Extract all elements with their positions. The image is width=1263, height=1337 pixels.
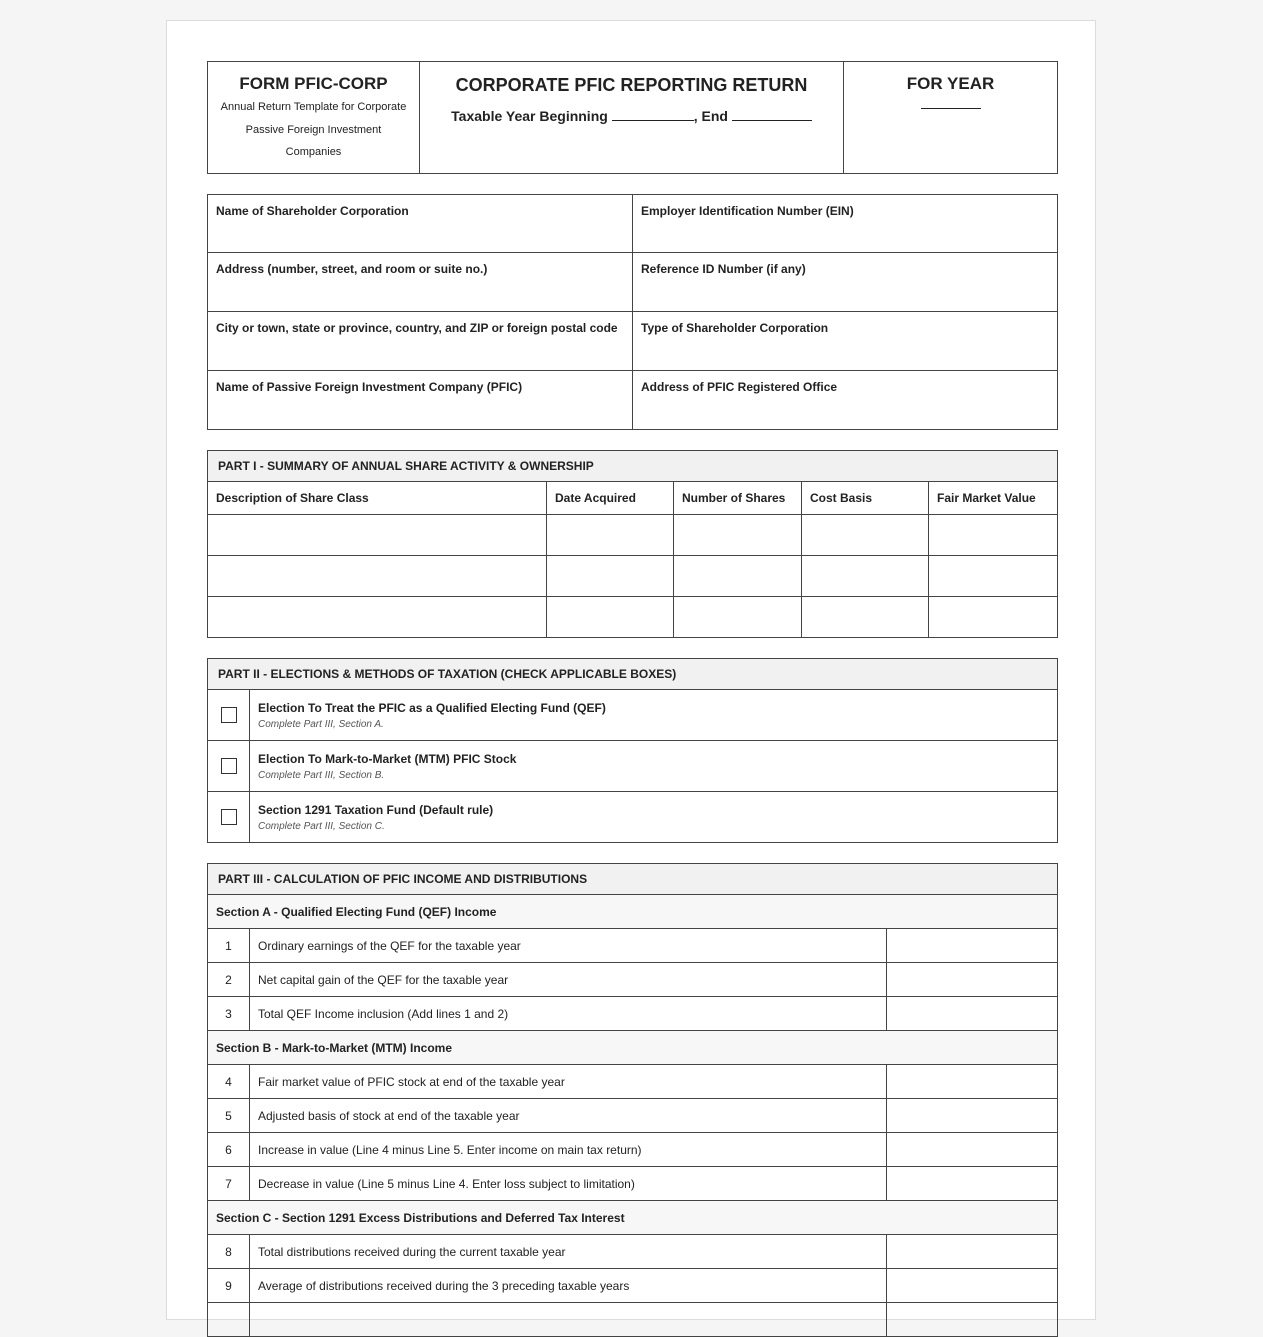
line-description: Net capital gain of the QEF for the taxable year	[250, 963, 887, 997]
line-number: 6	[208, 1133, 250, 1167]
fair-market-value-cell[interactable]	[929, 556, 1058, 597]
date-acquired-cell[interactable]	[547, 556, 674, 597]
col-number-of-shares: Number of Shares	[674, 482, 802, 515]
form-id-cell	[208, 62, 420, 174]
line-amount-field[interactable]	[887, 1167, 1058, 1201]
page-title: CORPORATE PFIC REPORTING RETURN	[455, 75, 808, 95]
taxable-year-begin-field[interactable]	[612, 119, 694, 121]
city-field[interactable]	[208, 312, 633, 371]
table-row	[208, 1167, 1058, 1201]
checkbox-cell	[208, 690, 250, 741]
form-content	[207, 61, 1057, 1337]
shareholder-name-label: Name of Shareholder Corporation	[216, 204, 409, 218]
line-amount-field[interactable]	[887, 1099, 1058, 1133]
reference-id-label: Reference ID Number (if any)	[641, 262, 806, 276]
line-number: 1	[208, 929, 250, 963]
number-of-shares-cell[interactable]	[674, 515, 802, 556]
table-row	[208, 1065, 1058, 1099]
part-3-table	[207, 863, 1058, 1337]
date-acquired-cell[interactable]	[547, 515, 674, 556]
table-row	[208, 515, 1058, 556]
line-number: 9	[208, 1269, 250, 1303]
pfic-name-field[interactable]	[208, 371, 633, 430]
form-id: FORM PFIC-CORP	[239, 74, 388, 93]
col-fair-market-value: Fair Market Value	[929, 482, 1058, 515]
form-page	[166, 20, 1096, 1320]
cost-basis-cell[interactable]	[802, 556, 929, 597]
share-class-cell[interactable]	[208, 556, 547, 597]
election-title: Section 1291 Taxation Fund (Default rule)	[258, 802, 494, 817]
election-text	[250, 792, 1058, 843]
shareholder-type-label: Type of Shareholder Corporation	[641, 321, 829, 335]
election-row-qef	[208, 690, 1058, 741]
line-amount-field[interactable]	[887, 963, 1058, 997]
line-number: 5	[208, 1099, 250, 1133]
line-description	[250, 1303, 887, 1337]
election-note: Complete Part III, Section C.	[258, 820, 385, 832]
line-number: 3	[208, 997, 250, 1031]
line-description: Average of distributions received during the 3 preceding taxable years	[250, 1269, 887, 1303]
section-a-heading: Section A - Qualified Electing Fund (QEF) Income	[208, 895, 1058, 929]
table-row	[208, 963, 1058, 997]
share-class-cell[interactable]	[208, 597, 547, 638]
part-3-title: PART III - CALCULATION OF PFIC INCOME AND DISTRIBUTIONS	[208, 864, 1058, 895]
pfic-address-label: Address of PFIC Registered Office	[641, 380, 838, 394]
col-share-class: Description of Share Class	[208, 482, 547, 515]
line-description: Fair market value of PFIC stock at end of the taxable year	[250, 1065, 887, 1099]
election-text	[250, 690, 1058, 741]
cost-basis-cell[interactable]	[802, 597, 929, 638]
table-row	[208, 997, 1058, 1031]
col-date-acquired: Date Acquired	[547, 482, 674, 515]
pfic-name-label: Name of Passive Foreign Investment Company (PFIC)	[216, 380, 523, 394]
table-row	[208, 1269, 1058, 1303]
line-number: 2	[208, 963, 250, 997]
table-row	[208, 1133, 1058, 1167]
line-amount-field[interactable]	[887, 1235, 1058, 1269]
election-row-1291	[208, 792, 1058, 843]
line-amount-field[interactable]	[887, 1269, 1058, 1303]
ein-field[interactable]	[633, 195, 1058, 253]
fair-market-value-cell[interactable]	[929, 597, 1058, 638]
line-number	[208, 1303, 250, 1337]
form-subtitle: Annual Return Template for Corporate Passive Foreign Investment Companies	[220, 101, 407, 158]
number-of-shares-cell[interactable]	[674, 597, 802, 638]
fair-market-value-cell[interactable]	[929, 515, 1058, 556]
table-row	[208, 1099, 1058, 1133]
mtm-election-checkbox[interactable]	[221, 758, 237, 774]
pfic-address-field[interactable]	[633, 371, 1058, 430]
part-2-title: PART II - ELECTIONS & METHODS OF TAXATION (CHECK APPLICABLE BOXES)	[208, 659, 1058, 690]
taxable-year-begin-label: Taxable Year Beginning	[451, 108, 608, 124]
title-cell	[420, 62, 844, 174]
line-number: 8	[208, 1235, 250, 1269]
ein-label: Employer Identification Number (EIN)	[641, 204, 854, 218]
election-note: Complete Part III, Section B.	[258, 769, 385, 781]
qef-election-checkbox[interactable]	[221, 707, 237, 723]
line-description: Ordinary earnings of the QEF for the taxable year	[250, 929, 887, 963]
taxable-year-line	[421, 108, 842, 124]
shareholder-info-grid	[207, 194, 1058, 430]
taxable-year-end-field[interactable]	[732, 119, 812, 121]
line-description: Adjusted basis of stock at end of the taxable year	[250, 1099, 887, 1133]
checkbox-cell	[208, 741, 250, 792]
part-2-table	[207, 658, 1058, 843]
section-b-heading: Section B - Mark-to-Market (MTM) Income	[208, 1031, 1058, 1065]
taxable-year-end-label: , End	[693, 108, 728, 124]
line-description: Decrease in value (Line 5 minus Line 4. Enter loss subject to limitation)	[250, 1167, 887, 1201]
line-number: 7	[208, 1167, 250, 1201]
table-row	[208, 597, 1058, 638]
election-row-mtm	[208, 741, 1058, 792]
election-title: Election To Treat the PFIC as a Qualified Electing Fund (QEF)	[258, 700, 606, 715]
line-description: Total QEF Income inclusion (Add lines 1 and 2)	[250, 997, 887, 1031]
line-amount-field[interactable]	[887, 1133, 1058, 1167]
part-1-title: PART I - SUMMARY OF ANNUAL SHARE ACTIVITY & OWNERSHIP	[208, 451, 1058, 482]
share-class-cell[interactable]	[208, 515, 547, 556]
line-amount-field[interactable]	[887, 1303, 1058, 1337]
election-text	[250, 741, 1058, 792]
line-amount-field[interactable]	[887, 1065, 1058, 1099]
table-row	[208, 556, 1058, 597]
for-year-cell	[844, 62, 1058, 174]
table-row	[208, 1235, 1058, 1269]
address-field[interactable]	[208, 253, 633, 312]
table-row	[208, 1303, 1058, 1337]
city-label: City or town, state or province, country, and ZIP or foreign postal code	[216, 321, 618, 335]
cost-basis-cell[interactable]	[802, 515, 929, 556]
for-year-label: FOR YEAR	[906, 74, 995, 93]
address-label: Address (number, street, and room or suite no.)	[216, 262, 488, 276]
table-row	[208, 929, 1058, 963]
election-note: Complete Part III, Section A.	[258, 718, 384, 730]
checkbox-cell	[208, 792, 250, 843]
line-amount-field[interactable]	[887, 997, 1058, 1031]
shareholder-type-field[interactable]	[633, 312, 1058, 371]
line-description: Increase in value (Line 4 minus Line 5. Enter income on main tax return)	[250, 1133, 887, 1167]
date-acquired-cell[interactable]	[547, 597, 674, 638]
line-description: Total distributions received during the current taxable year	[250, 1235, 887, 1269]
number-of-shares-cell[interactable]	[674, 556, 802, 597]
part-1-table	[207, 450, 1058, 638]
line-amount-field[interactable]	[887, 929, 1058, 963]
section-c-heading: Section C - Section 1291 Excess Distributions and Deferred Tax Interest	[208, 1201, 1058, 1235]
section-1291-checkbox[interactable]	[221, 809, 237, 825]
form-header	[207, 61, 1058, 174]
line-number: 4	[208, 1065, 250, 1099]
shareholder-name-field[interactable]	[208, 195, 633, 253]
election-title: Election To Mark-to-Market (MTM) PFIC Stock	[258, 751, 517, 766]
reference-id-field[interactable]	[633, 253, 1058, 312]
for-year-field[interactable]	[921, 108, 981, 109]
col-cost-basis: Cost Basis	[802, 482, 929, 515]
